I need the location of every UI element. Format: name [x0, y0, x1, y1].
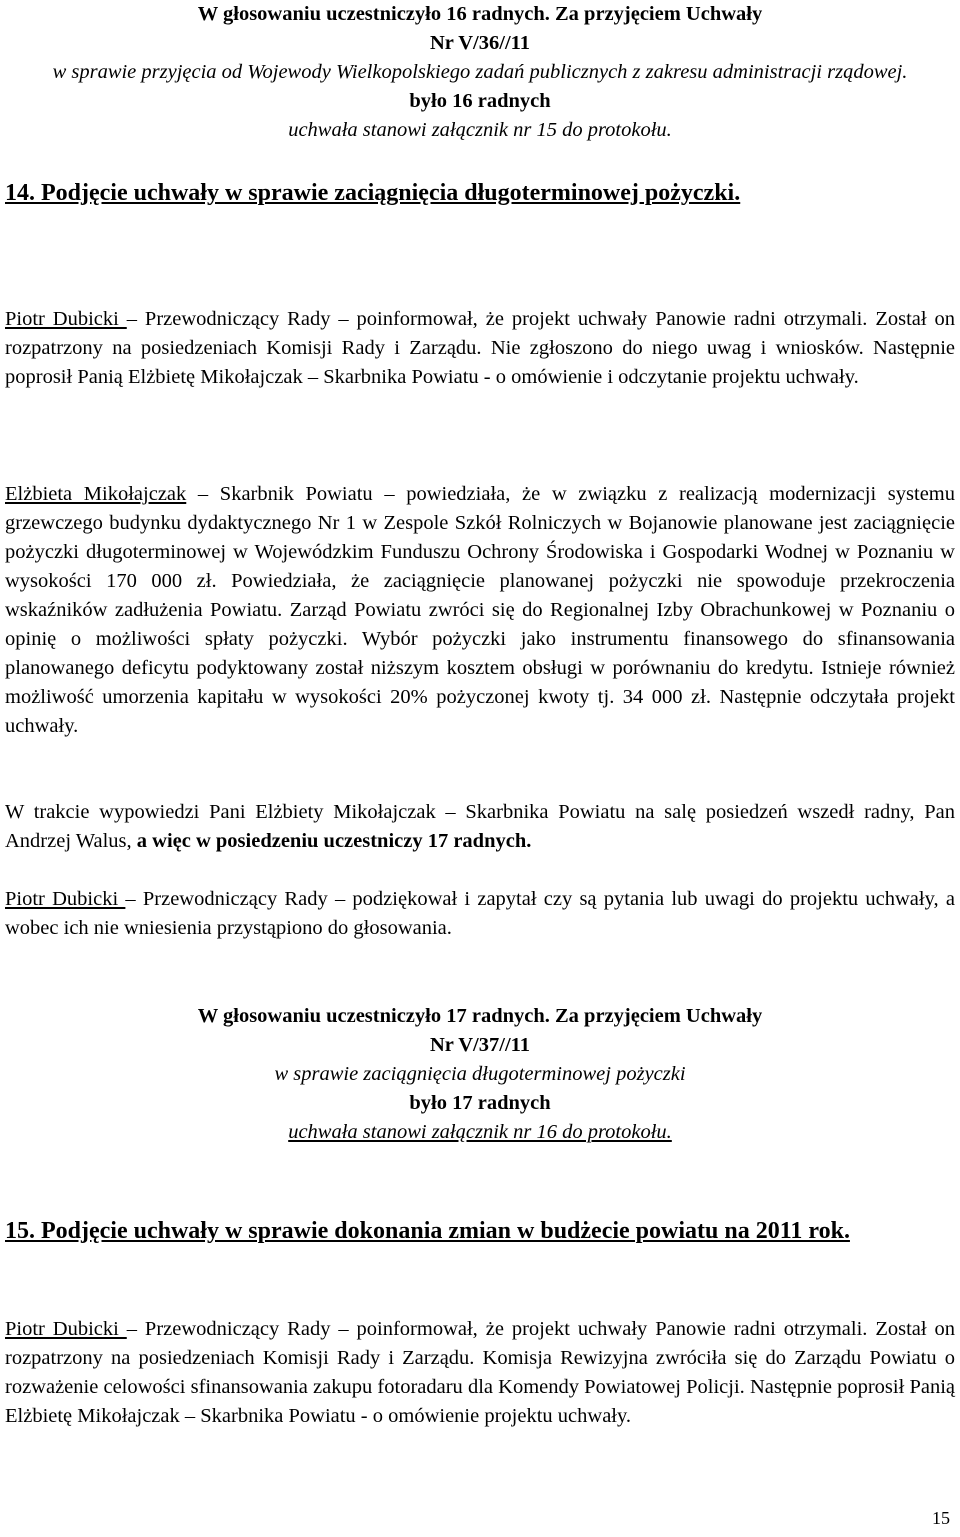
- speaker-name: Piotr Dubicki: [5, 308, 127, 330]
- speaker-name: Piotr Dubicki: [5, 888, 126, 910]
- section-15-heading: 15. Podjęcie uchwały w sprawie dokonania zmian w budżecie powiatu na 2011 rok.: [5, 1218, 850, 1244]
- section-14-paragraph-3: [5, 798, 955, 856]
- attachment-note: uchwała stanowi załącznik nr 15 do protokołu.: [288, 119, 672, 141]
- resolution-number: Nr V/36//11: [429, 32, 531, 54]
- section-14-paragraph-4: [5, 885, 955, 943]
- paragraph-bold-text: a więc w posiedzeniu uczestniczy 17 radnych.: [136, 830, 532, 852]
- section-15-paragraph-1: [5, 1315, 955, 1431]
- vote-count: było 16 radnych: [409, 90, 551, 112]
- paragraph-text: – Przewodniczący Rady – podziękował i zapytał czy są pytania lub uwagi do projektu uchwały, a wobec ich nie wniesienia przystąpiono do głosowania.: [5, 888, 955, 939]
- paragraph-text: W trakcie wypowiedzi Pani Elżbiety Mikołajczak – Skarbnika Powiatu na salę posiedzeń wszedł radny, Pan Andrzej Walus,: [5, 801, 955, 852]
- paragraph-text: – Skarbnik Powiatu – powiedziała, że w związku z realizacją modernizacji systemu grzewczego budynku dydaktycznego Nr 1 w Zespole Szkół Rolniczych w Bojanowie planowane jest zaciągnięcie pożyczki długoterminowej w Wojewódzkim Funduszu Ochrony Środowiska i Gospodarki Wodnej w Poznaniu w wysokości 170 000 zł. Powiedziała, że zaciągnięcie planowanej pożyczki nie spowoduje przekroczenia wskaźników zadłużenia Powiatu. Zarząd Powiatu zwróci się do Regionalnej Izby Obrachunkowej w Poznaniu o opinię o możliwości spłaty pożyczki. Wybór pożyczki jako instrumentu finansowego do sfinansowania planowanego deficytu podyktowany został niższym kosztem obsługi w porównaniu do kredytu. Istnieje również możliwość umorzenia kapitału w wysokości 20% pożyczonej kwoty tj. 34 000 zł. Następnie odczytała projekt uchwały.: [5, 483, 955, 737]
- section-14-paragraph-2: [5, 480, 955, 741]
- vote-summary: W głosowaniu uczestniczyło 17 radnych. Za przyjęciem Uchwały: [197, 1005, 763, 1027]
- vote-count: było 17 radnych: [409, 1092, 551, 1114]
- vote-result-block-1: [5, 0, 955, 145]
- vote-result-block-2: [5, 1002, 955, 1147]
- attachment-note: uchwała stanowi załącznik nr 16 do protokołu.: [288, 1121, 672, 1143]
- paragraph-text: – Przewodniczący Rady – poinformował, że projekt uchwały Panowie radni otrzymali. Został on rozpatrzony na posiedzeniach Komisji Rady i Zarządu. Nie zgłoszono do niego uwag i wniosków. Następnie poprosił Panią Elżbietę Mikołajczak – Skarbnika Powiatu - o omówienie i odczytanie projektu uchwały.: [5, 308, 956, 388]
- page-number: 15: [932, 1508, 950, 1528]
- resolution-subject: w sprawie przyjęcia od Wojewody Wielkopolskiego zadań publicznych z zakresu administracji rządowej.: [52, 61, 908, 83]
- section-14-heading: 14. Podjęcie uchwały w sprawie zaciągnięcia długoterminowej pożyczki.: [5, 180, 741, 206]
- resolution-number: Nr V/37//11: [429, 1034, 531, 1056]
- speaker-name: Piotr Dubicki: [5, 1318, 127, 1340]
- speaker-name: Elżbieta Mikołajczak: [5, 483, 187, 505]
- section-14-paragraph-1: [5, 305, 955, 392]
- paragraph-text: – Przewodniczący Rady – poinformował, że projekt uchwały Panowie radni otrzymali. Został on rozpatrzony na posiedzeniach Komisji Rady i Zarządu. Komisja Rewizyjna zwróciła się do Zarządu Powiatu o rozważenie celowości sfinansowania zakupu fotoradaru dla Komendy Powiatowej Policji. Następnie poprosił Panią Elżbietę Mikołajczak – Skarbnika Powiatu - o omówienie projektu uchwały.: [5, 1318, 956, 1427]
- vote-summary: W głosowaniu uczestniczyło 16 radnych. Za przyjęciem Uchwały: [197, 3, 763, 25]
- resolution-subject: w sprawie zaciągnięcia długoterminowej pożyczki: [274, 1063, 686, 1085]
